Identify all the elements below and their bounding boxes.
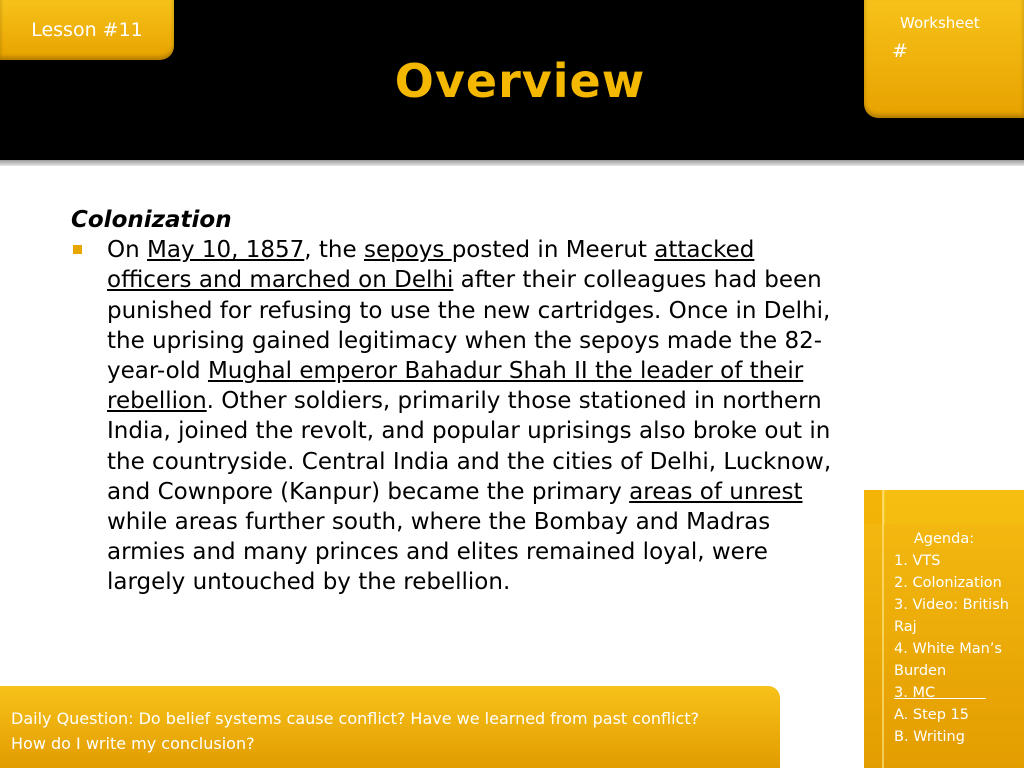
lesson-label: Lesson #11 [31,19,143,41]
agenda-item: 4. White Man’s Burden [894,641,1002,679]
daily-question-line: Daily Question: Do belief systems cause conflict? Have we learned from past conflict? [11,709,700,728]
agenda-title: Agenda: [913,531,975,547]
underlined-text: May 10, 1857 [147,237,305,264]
page-title: Overview [394,54,646,108]
bullet-text [107,235,841,597]
worksheet-number: # [892,40,908,62]
daily-question-line: How do I write my conclusion? [11,734,255,753]
section-heading: Colonization [71,207,232,233]
text-run: On [107,237,147,264]
header-divider [0,160,1024,166]
agenda-item: B. Writing [894,729,965,745]
daily-question-box [0,686,780,768]
text-run: while areas further south, where the Bombay and Madras armies and many princes and elites remained loyal, were largely untouched by the rebellion. [107,509,771,596]
text-run: . Other soldiers, primarily those stationed in northern India, joined the revolt, and popular uprisings also broke out in the countryside. Central India and the cities of Delhi, Lucknow, and Cownpore (Kanpur) became the primary [107,388,832,505]
text-run: after their colleagues had been punished for refusing to use the new cartridges. Once in Delhi, the uprising gained legitimacy when the sepoys made the 82-year-old [107,267,831,385]
underlined-text: attacked officers and marched on Delhi [107,237,755,294]
bullet-item [71,235,841,597]
underlined-text: Mughal emperor Bahadur Shah II the leader of their rebellion [107,358,804,415]
agenda-item: 3. MC [894,685,986,701]
lesson-tab [0,0,174,60]
agenda-item: A. Step 15 [894,707,969,723]
agenda-item: 3. Video: British Raj [894,597,1009,635]
agenda-item: 2. Colonization [894,575,1002,591]
agenda-stripe [882,490,884,768]
underlined-text: sepoys [363,237,452,264]
text-run: , the [304,237,364,264]
worksheet-label: Worksheet [900,14,980,32]
agenda-panel [864,490,1024,768]
text-run: posted in Meerut [451,237,655,264]
main-content [71,205,841,598]
agenda-item: 1. VTS [894,553,941,569]
square-bullet-icon [73,245,82,254]
underlined-text: areas of unrest [629,478,803,505]
